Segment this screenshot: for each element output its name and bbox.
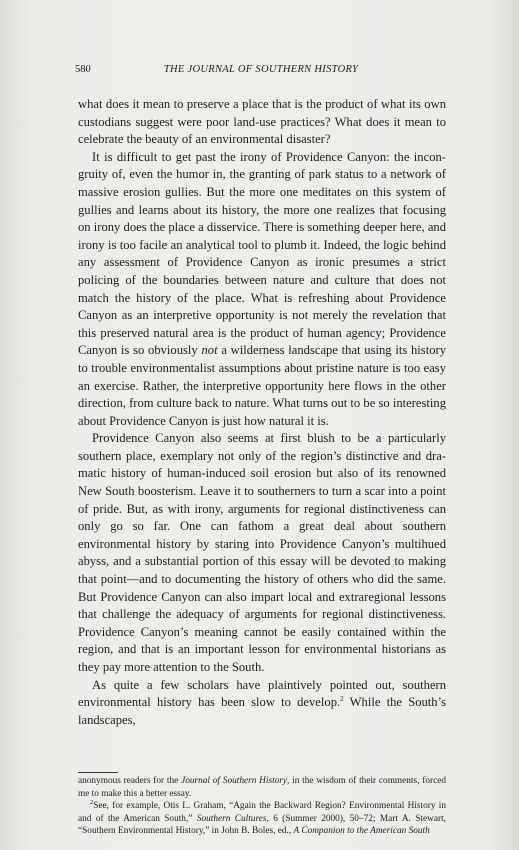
page-header [75,64,447,80]
italic-text: A Companion to the American South [293,826,430,836]
text-run: , in the wisdom of their comments, forced me to make this a better essay. [78,776,446,799]
page-number: 580 [75,64,91,75]
text-run: , 6 (Summer 2000), 50–72; Mart A. Stewart, “Southern Environmental History,” in John B. Boles, ed., [78,813,446,836]
text-run: what does it mean to preserve a place that is the product of what its own custodians suggest were poor land-use practices? What does it mean to celebrate the beauty of an environmental disaster? [78,97,446,147]
italic-text: Southern Cultures [196,813,267,824]
footnote-marker: 2 [90,798,94,806]
text-run: It is difficult to get past the irony of Providence Canyon: the incongruity of, even the humor in, the granting of park status to a network of massive erosion gullies. But the more one meditates on this system of gullies and learns about its history, the more one realizes that focusing on irony does the place a disservice. There is something deeper here, and irony is too facile an analytical tool to plumb it. Indeed, the logic behind any assessment of Providence Canyon as ironic presumes a strict policing of the boundaries between nature and culture that does not match the history of the place. What is refreshing about Providence Canyon as an interpretive opportunity is not merely the revelation that this preserved natural area is the product of human agency; Providence Canyon is so obviously [78,149,446,358]
italic-text: Journal of Southern History [181,776,288,786]
footnotes [78,775,446,838]
italic-text: not [201,343,218,358]
footnote-marker: 2 [340,695,344,703]
article-body [78,96,446,729]
body-paragraph [78,430,446,676]
text-run: As quite a few scholars have plaintively pointed out, southern environmental history has been slow to develop. [78,677,446,710]
footnote [78,800,446,838]
running-head: THE JOURNAL OF SOUTHERN HISTORY [163,64,359,75]
body-paragraph [78,677,446,730]
text-run: a wilderness landscape that using its history to trouble environmentalist assumptions about pristine nature is too easy an exercise. Rather, the interpretive opportunity here flows in the other direction, from culture back to nature. What turns out to be so interesting about Providence Canyon is just how natural it is. [78,343,446,428]
body-paragraph [78,149,446,431]
text-run: See, for example, Otis L. Graham, “Again the Backward Region? Environmental History in and of the American South,” [78,801,446,824]
text-run: anonymous readers for the [78,776,182,786]
body-paragraph [78,96,446,149]
text-run: Providence Canyon also seems at first blush to be a particularly southern place, exemplary not only of the region’s distinctive and dramatic history of human-induced soil erosion but also of its renowned New South boosterism. Leave it to southerners to turn a scar into a point of pride. But, as with irony, arguments for regional distinctiveness can only go so far. One can fathom a great deal about southern environmental history by staring into Providence Canyon’s multihued abyss, and a substantial portion of this essay will be devoted to making that point—and to documenting the history of others who did the same. But Providence Canyon can also impart local and extraregional lessons that challenge the adequacy of arguments for regional distinctiveness. Providence Canyon’s meaning cannot be easily contained within the region, and that is an important lesson for environmental historians as they pay more attention to the South. [78,431,446,674]
text-run: While the South’s landscapes, [78,695,447,727]
footnote-divider [78,772,118,773]
footnote [78,775,446,800]
